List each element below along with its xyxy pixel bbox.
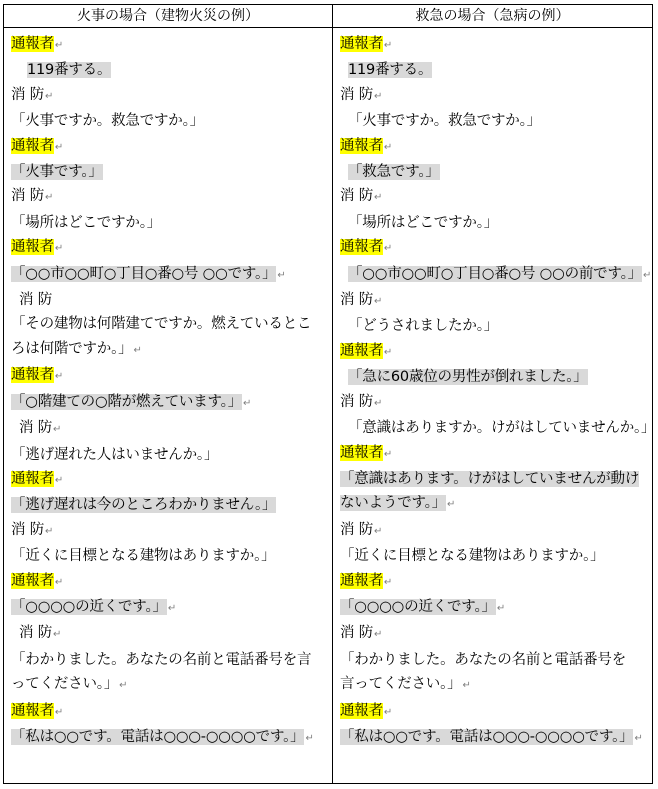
paragraph-mark-icon: ↵	[167, 602, 176, 614]
paragraph-mark-icon: ↵	[53, 629, 62, 641]
dialog-line	[11, 621, 332, 647]
dialog-line	[340, 595, 652, 621]
paragraph-mark-icon: ↵	[374, 525, 383, 537]
dialog-line	[340, 83, 652, 109]
dialog-line	[11, 83, 332, 109]
paragraph-mark-icon: ↵	[53, 424, 62, 436]
dialog-line	[340, 32, 652, 58]
dialog-line	[11, 648, 321, 699]
fire-dept-speech: 「逃げ遅れた人はいませんか。」	[11, 446, 219, 463]
reporter-speech: 「意識はあります。けがはしていませんが動けないようです。」	[340, 470, 640, 512]
dialog-line	[340, 160, 652, 184]
fire-dept-speech: 「近くに目標となる建物はありますか。」	[11, 548, 276, 565]
paragraph-mark-icon: ↵	[383, 243, 393, 255]
fire-dept-speech: 「どうされましたか。」	[348, 318, 499, 335]
dialog-line	[340, 518, 652, 544]
paragraph-mark-icon: ↵	[133, 344, 142, 356]
paragraph-mark-icon: ↵	[634, 732, 643, 744]
paragraph-mark-icon: ↵	[54, 576, 64, 588]
paragraph-mark-icon: ↵	[54, 141, 64, 153]
paragraph-mark-icon: ↵	[374, 192, 383, 204]
paragraph-mark-icon: ↵	[447, 499, 456, 511]
dialog-line	[11, 262, 332, 288]
fire-dept-label: 消 防	[340, 625, 374, 642]
fire-dept-speech: 「わかりました。あなたの名前と電話番号を言ってください。」	[340, 651, 626, 693]
reporter-label: 通報者	[340, 702, 383, 719]
paragraph-mark-icon: ↵	[642, 269, 652, 281]
reporter-speech: 119番する。	[348, 62, 433, 79]
dialog-line	[11, 134, 332, 160]
dialog-line	[11, 288, 332, 312]
dialog-line	[11, 184, 332, 210]
paragraph-mark-icon: ↵	[383, 576, 393, 588]
dialog-line	[340, 184, 652, 210]
fire-dept-label: 消 防	[19, 420, 53, 437]
ems-column-cell	[333, 28, 656, 784]
dialog-line	[340, 365, 652, 389]
dialog-line	[11, 235, 332, 261]
dialog-line	[11, 443, 332, 467]
reporter-label: 通報者	[340, 36, 383, 52]
paragraph-mark-icon: ↵	[383, 706, 393, 718]
dialog-line	[11, 595, 332, 621]
fire-dept-speech: 「場所はどこですか。」	[11, 214, 162, 231]
reporter-label: 通報者	[11, 702, 54, 719]
dialog-line	[340, 262, 652, 288]
fire-dept-label: 消 防	[340, 521, 374, 538]
dialog-line	[340, 699, 652, 725]
dialog-line	[340, 109, 652, 133]
dialog-line	[11, 211, 332, 235]
paragraph-mark-icon: ↵	[54, 474, 64, 486]
dialog-line	[340, 314, 652, 338]
reporter-speech: 「救急です。」	[348, 164, 440, 181]
reporter-label: 通報者	[340, 572, 383, 589]
fire-dept-label: 消 防	[340, 188, 374, 205]
reporter-speech: 「○○市○○町○丁目○番○号 ○○の前です。」	[348, 265, 642, 282]
reporter-speech: 「私は○○です。電話は○○○-○○○○です。」	[340, 728, 634, 745]
reporter-label: 通報者	[11, 367, 54, 384]
fire-dept-label: 消 防	[340, 393, 374, 410]
reporter-label: 通報者	[340, 239, 383, 256]
dialog-table	[3, 4, 656, 784]
fire-dept-speech: 「その建物は何階建てですか。燃えているところは何階ですか。」	[11, 316, 312, 357]
dialog-line	[340, 235, 652, 261]
paragraph-mark-icon: ↵	[383, 141, 393, 153]
dialog-line	[11, 160, 332, 184]
reporter-label: 通報者	[340, 137, 383, 154]
fire-dept-speech: 「意識はありますか。けがはしていませんか。」	[348, 420, 656, 437]
reporter-label: 通報者	[340, 342, 383, 359]
paragraph-mark-icon: ↵	[374, 90, 383, 102]
reporter-label: 通報者	[11, 137, 54, 154]
paragraph-mark-icon: ↵	[374, 296, 383, 308]
dialog-line	[11, 32, 332, 58]
paragraph-mark-icon: ↵	[383, 448, 393, 460]
fire-dept-label: 消 防	[340, 292, 374, 309]
dialog-line	[11, 312, 321, 363]
fire-dept-speech: 「火事ですか。救急ですか。」	[348, 113, 541, 130]
reporter-speech: 「私は○○です。電話は○○○-○○○○です。」	[11, 728, 305, 745]
paragraph-mark-icon: ↵	[119, 680, 128, 692]
reporter-speech: 「逃げ遅れは今のところわかりません。」	[11, 497, 277, 514]
dialog-line	[11, 58, 332, 82]
dialog-line	[340, 725, 652, 751]
dialog-line	[11, 518, 332, 544]
paragraph-mark-icon: ↵	[383, 346, 393, 358]
fire-dept-label: 消 防	[11, 188, 45, 205]
reporter-speech: 「急に60歳位の男性が倒れました。」	[348, 369, 588, 386]
reporter-label: 通報者	[11, 470, 54, 487]
reporter-label: 通報者	[11, 36, 54, 52]
ems-column-header: 救急の場合（急病の例）	[333, 5, 653, 28]
reporter-speech: 「○○○○の近くです。」	[11, 598, 167, 615]
paragraph-mark-icon: ↵	[243, 397, 252, 409]
table-body-row	[4, 28, 653, 784]
dialog-line	[11, 725, 332, 751]
paragraph-mark-icon: ↵	[54, 243, 64, 255]
reporter-speech: 「○階建ての○階が燃えています。」	[11, 393, 242, 410]
dialog-line	[340, 441, 652, 467]
paragraph-mark-icon: ↵	[383, 40, 393, 51]
fire-dept-speech: 「火事ですか。救急ですか。」	[11, 113, 204, 130]
dialog-line	[340, 621, 652, 647]
fire-dept-label: 消 防	[340, 86, 374, 103]
reporter-label: 通報者	[11, 572, 54, 589]
dialog-line	[340, 288, 652, 314]
dialog-line	[340, 648, 640, 699]
fire-dept-label: 消 防	[11, 86, 45, 103]
paragraph-mark-icon: ↵	[496, 602, 505, 614]
reporter-label: 通報者	[11, 239, 54, 256]
fire-dept-label: 消 防	[11, 521, 45, 538]
dialog-line	[340, 339, 652, 365]
fire-dept-speech: 「わかりました。あなたの名前と電話番号を言ってください。」	[11, 651, 312, 693]
reporter-speech: 「○○市○○町○丁目○番○号 ○○です。」	[11, 265, 277, 282]
dialog-line	[11, 416, 332, 442]
dialog-line	[340, 569, 652, 595]
fire-dept-label: 消 防	[19, 625, 53, 642]
table-header-row	[4, 5, 653, 28]
paragraph-mark-icon: ↵	[45, 525, 54, 537]
reporter-label: 通報者	[340, 444, 383, 461]
paragraph-mark-icon: ↵	[305, 732, 314, 744]
reporter-speech: 「○○○○の近くです。」	[340, 598, 496, 615]
paragraph-mark-icon: ↵	[54, 706, 64, 718]
dialog-line	[340, 467, 640, 518]
dialog-line	[340, 211, 652, 235]
fire-column-cell	[4, 28, 333, 784]
paragraph-mark-icon: ↵	[54, 371, 64, 383]
dialog-line	[11, 493, 332, 517]
dialog-line	[11, 467, 332, 493]
fire-column-header: 火事の場合（建物火災の例）	[4, 5, 333, 28]
paragraph-mark-icon: ↵	[277, 269, 286, 281]
paragraph-mark-icon: ↵	[45, 90, 54, 102]
fire-dept-speech: 「場所はどこですか。」	[348, 214, 499, 231]
fire-dept-speech: 「近くに目標となる建物はありますか。」	[340, 548, 605, 565]
paragraph-mark-icon: ↵	[54, 40, 64, 51]
dialog-line	[11, 544, 332, 568]
dialog-line	[11, 363, 332, 389]
paragraph-mark-icon: ↵	[374, 629, 383, 641]
dialog-line	[11, 569, 332, 595]
dialog-line	[340, 134, 652, 160]
reporter-speech: 「火事です。」	[11, 164, 103, 181]
dialog-line	[340, 416, 656, 440]
dialog-line	[340, 544, 652, 568]
paragraph-mark-icon: ↵	[462, 680, 471, 692]
reporter-speech: 119番する。	[27, 62, 112, 79]
dialog-line	[11, 699, 332, 725]
fire-dept-label: 消 防	[19, 292, 53, 309]
dialog-line	[340, 58, 652, 82]
dialog-line	[11, 109, 332, 133]
paragraph-mark-icon: ↵	[45, 192, 54, 204]
dialog-line	[340, 390, 652, 416]
dialog-line	[11, 390, 332, 416]
paragraph-mark-icon: ↵	[374, 397, 383, 409]
